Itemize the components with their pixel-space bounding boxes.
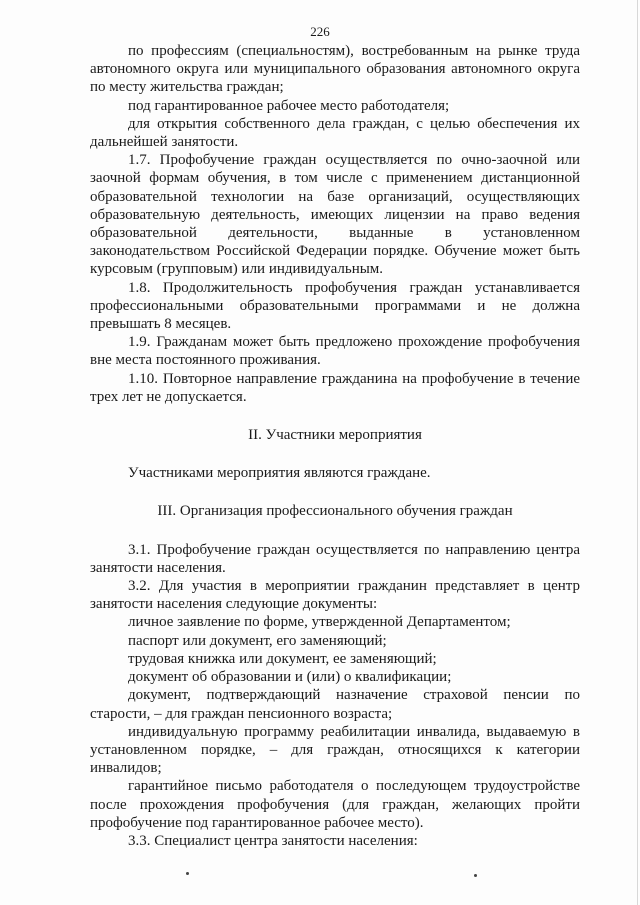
document-body (90, 42, 580, 850)
list-item: гарантийное письмо работодателя о последующем трудоустройстве после прохождения профобучения (для граждан, желающих пройти профобучение под гарантированное рабочее место). (90, 778, 580, 831)
paragraph: 1.7. Профобучение граждан осуществляется по очно-заочной или заочной формам обучения, в том числе с применением дистанционной образовательной технологии на базе организаций, осуществляющих образовательную деятельность, имеющих лицензии на право ведения образовательной деятельности, выданные в установленном законодательством Российской Федерации порядке. Обучение может быть курсовым (групповым) или индивидуальным. (90, 152, 580, 278)
scan-speck (474, 874, 477, 877)
list-item: паспорт или документ, его заменяющий; (128, 632, 387, 649)
page-edge (637, 0, 638, 905)
scan-speck (186, 872, 189, 875)
paragraph: по профессиям (специальностям), востребованным на рынке труда автономного округа или муниципального образования автономного округа по месту жительства граждан; (90, 43, 580, 96)
paragraph: 1.10. Повторное направление гражданина на профобучение в течение трех лет не допускается. (90, 370, 580, 405)
paragraph: под гарантированное рабочее место работодателя; (128, 97, 450, 114)
list-item: личное заявление по форме, утвержденной Департаментом; (128, 614, 511, 631)
paragraph: 3.3. Специалист центра занятости населения: (128, 832, 418, 849)
paragraph: для открытия собственного дела граждан, с целью обеспечения их дальнейшей занятости. (90, 115, 580, 151)
paragraph: 1.8. Продолжительность профобучения граждан устанавливается профессиональными образовательными программами и не должна превышать 8 месяцев. (90, 279, 580, 333)
section-heading: II. Участники мероприятия (248, 427, 422, 444)
paragraph: 3.2. Для участия в мероприятии гражданин представляет в центр занятости населения следующие документы: (90, 578, 580, 613)
paragraph: Участниками мероприятия являются граждане. (128, 465, 431, 482)
list-item: трудовая книжка или документ, ее заменяющий; (128, 650, 437, 667)
list-item: документ, подтверждающий назначение страховой пенсии по старости, – для граждан пенсионного возраста; (90, 687, 580, 722)
list-item: документ об образовании и (или) о квалификации; (128, 669, 452, 686)
section-heading: III. Организация профессионального обучения граждан (157, 503, 513, 520)
paragraph: 1.9. Гражданам может быть предложено прохождение профобучения вне места постоянного проживания. (90, 334, 580, 369)
page-number: 226 (310, 24, 330, 39)
list-item: индивидуальную программу реабилитации инвалида, выдаваемую в установленном порядке, – для граждан, относящихся к категории инвалидов; (90, 723, 580, 777)
paragraph: 3.1. Профобучение граждан осуществляется по направлению центра занятости населения. (90, 541, 580, 576)
